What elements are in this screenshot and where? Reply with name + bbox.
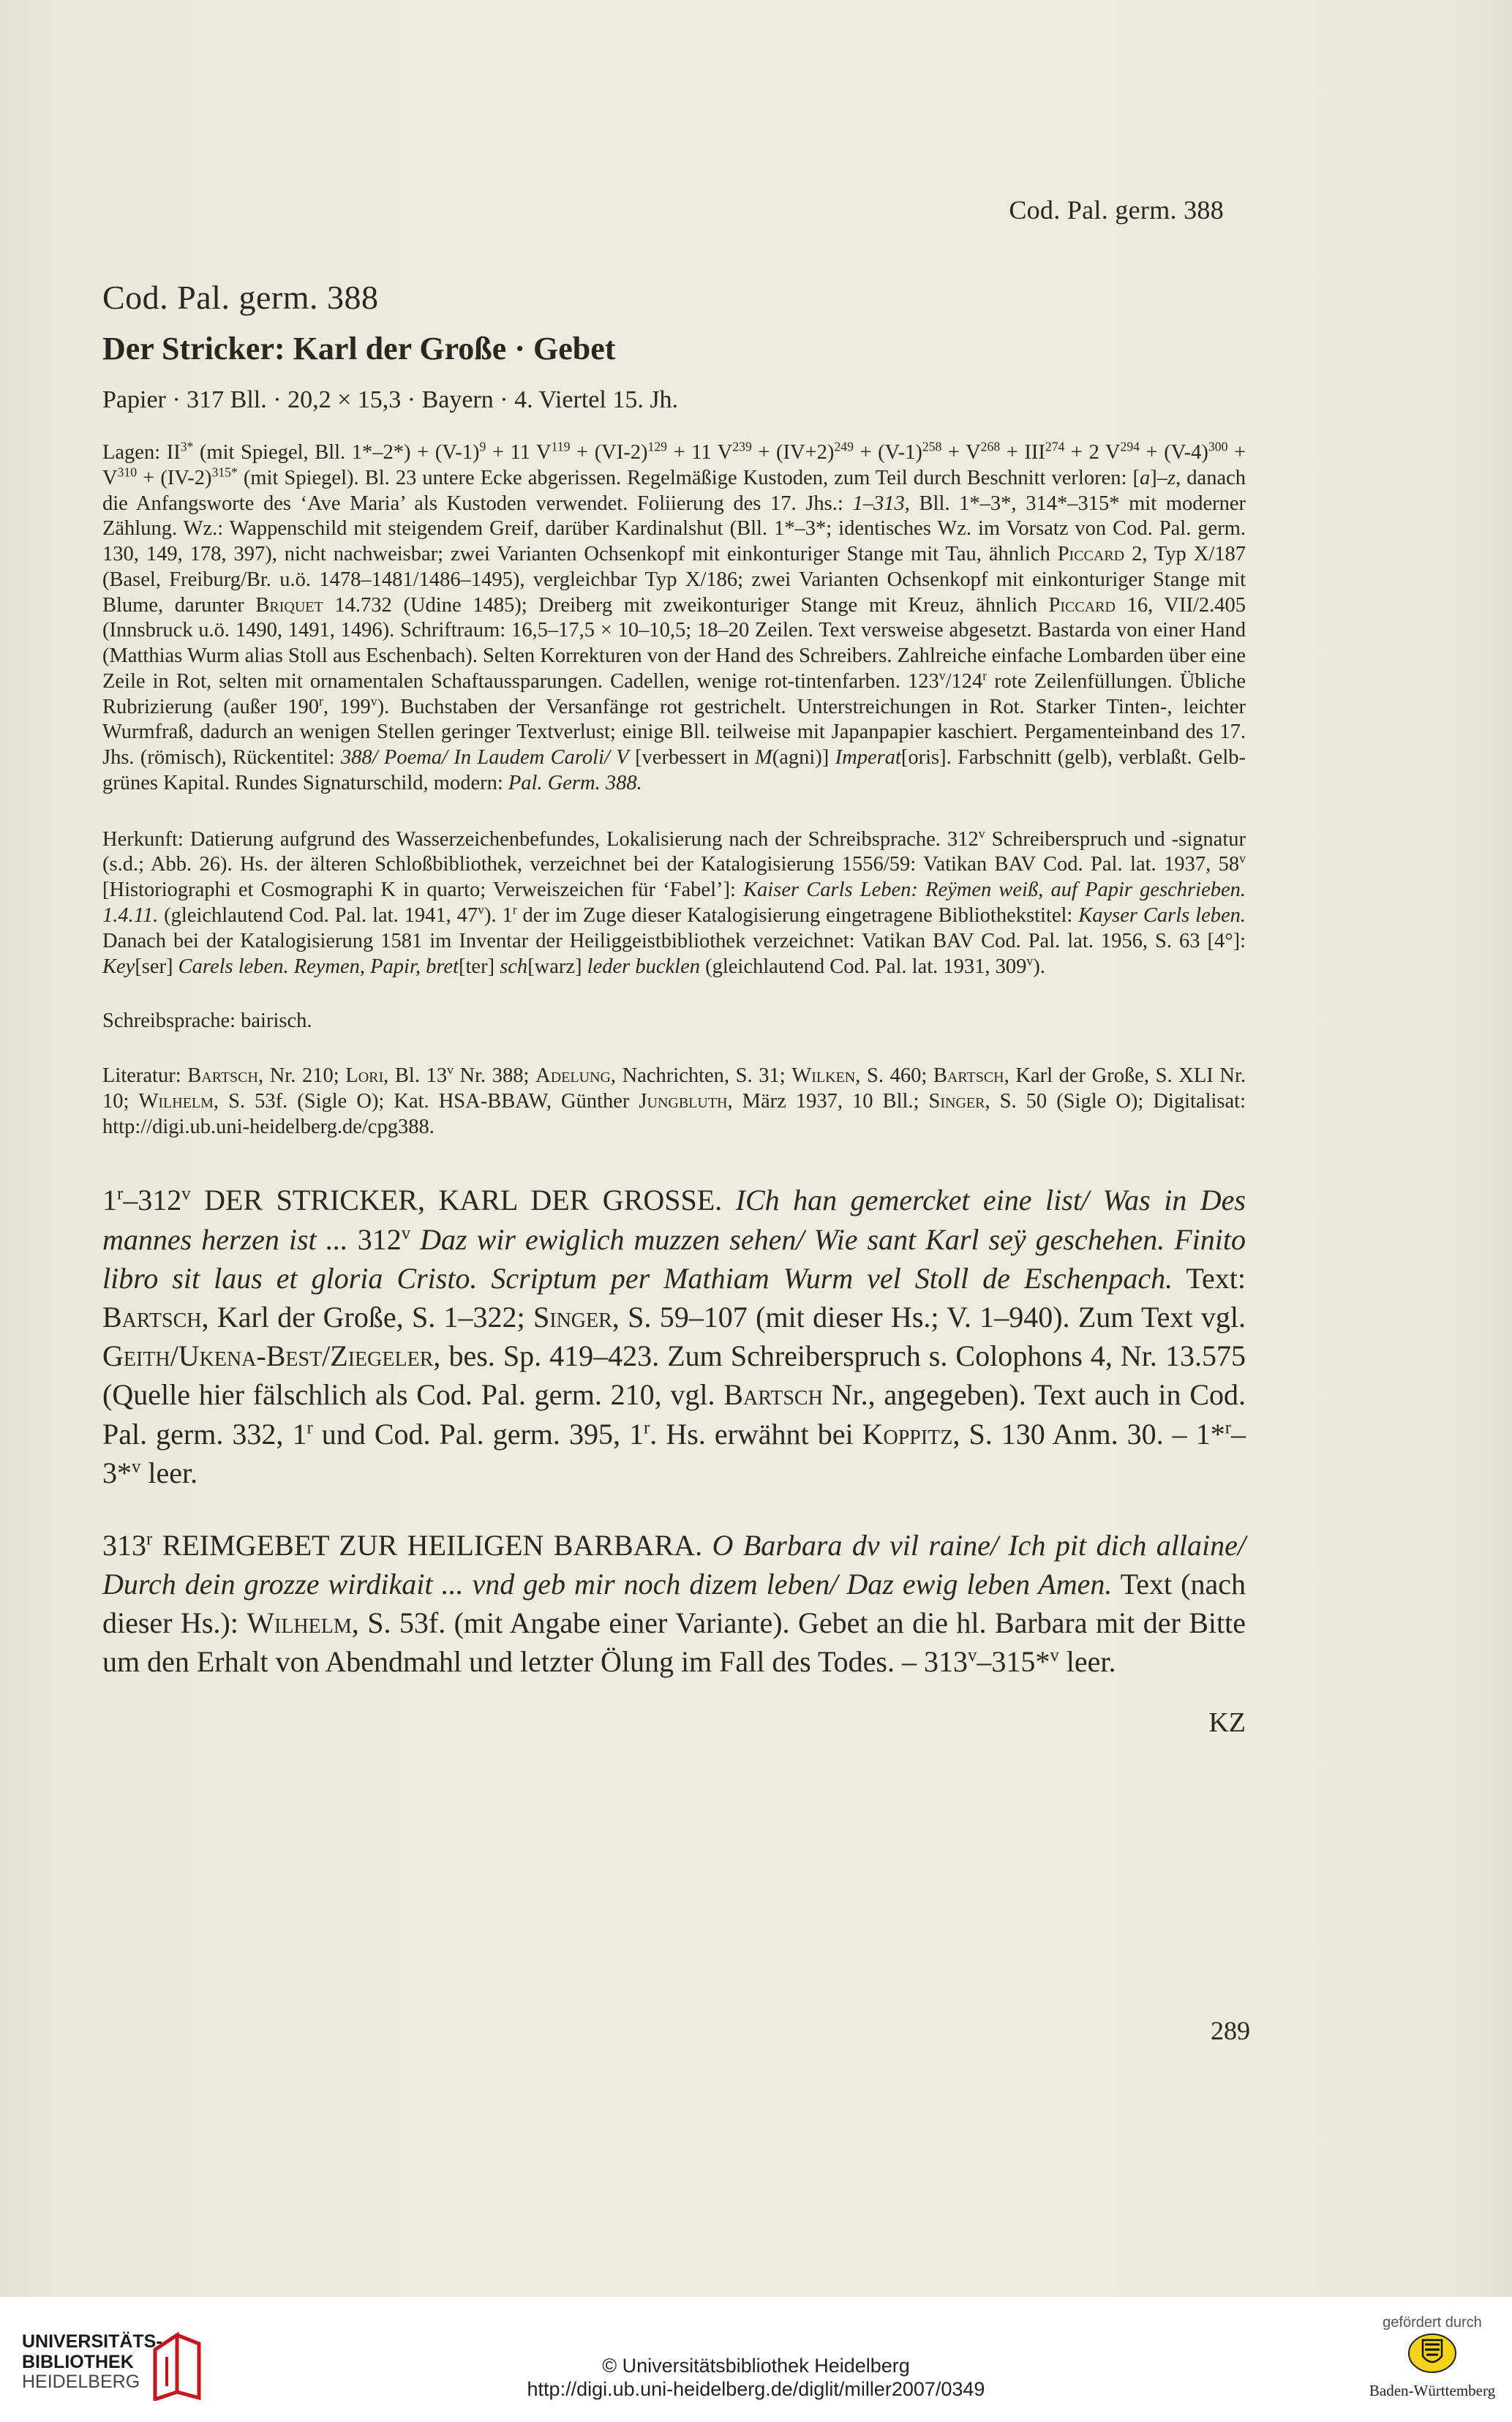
catalog-entry	[102, 278, 1246, 1739]
page-number: 289	[1211, 2016, 1250, 2045]
viewer-footer	[0, 2297, 1512, 2422]
text-entry-barbara: 313$^r$ REIMGEBET ZUR HEILIGEN BARBARA. O Barbara dv vil raine/ Ich pit dich allaine/ Durch dein grozze wirdikait ... vnd geb mir noch dizem leben/ Daz ewig leben Amen. Text (nach dieser Hs.): Wilhelm, S. 53f. (mit Angabe einer Variante). Gebet an die hl. Barbara mit der Bitte um den Erhalt von Abendmahl und letzter Ölung im Fall des Todes. – 313$^v$–315*$^v$ leer.	[102, 1528, 1246, 1679]
work-title: Der Stricker: Karl der Große · Gebet	[102, 331, 616, 366]
author-initials: KZ	[1208, 1707, 1246, 1738]
funding-logo[interactable]	[1363, 2314, 1502, 2400]
baden-wuerttemberg-label: Baden-Württemberg	[1369, 2382, 1496, 2399]
ub-logo-line2: BIBLIOTHEK	[22, 2351, 134, 2372]
permalink-url[interactable]: http://digi.ub.uni-heidelberg.de/diglit/miller2007/0349	[527, 2378, 985, 2401]
lagen-paragraph: Lagen: $II^{3*}$ (mit Spiegel, Bll. $1*-2*) + (V-1)^9 + 11$ $V^{119} + (VI-2)^{129} + 11$ $V^{239} + (IV+2)^{249} + (V-1)^{258} + V^{268} + III^{274} + 2$ $V^{294} + (V-4)^{300} + V^{310} + (IV-2)^{315*}$ (mit Spiegel). Bl. 23 untere Ecke abgerissen. Regelmäßige Kustoden, zum Teil durch Beschnitt verloren: [a]–z, danach die Anfangsworte des ‘Ave Maria’ als Kustoden verwendet. Foliierung des 17. Jhs.: 1–313, Bll. 1*–3*, 314*–315* mit moderner Zählung. Wz.: Wappenschild mit steigendem Greif, darüber Kardinalshut (Bll. 1*–3*; identisches Wz. im Vorsatz von Cod. Pal. germ. 130, 149, 178, 397), nicht nachweisbar; zwei Varianten Ochsenkopf mit einkonturiger Stange mit Tau, ähnlich Piccard 2, Typ X/187 (Basel, Freiburg/Br. u.ö. 1478–1481/1486–1495), vergleichbar Typ X/186; zwei Varianten Ochsenkopf mit einkonturiger Stange mit Blume, darunter Briquet 14.732 (Udine 1485); Dreiberg mit zweikonturiger Stange mit Kreuz, ähnlich Piccard 16, VII/2.405 (Innsbruck u.ö. 1490, 1491, 1496). Schriftraum: 16,5–17,5 × 10–10,5; 18–20 Zeilen. Text versweise abgesetzt. Bastarda von einer Hand (Matthias Wurm alias Stoll aus Eschenbach). Selten Korrekturen von der Hand des Schreibers. Zahlreiche einfache Lombarden über eine Zeile in Rot, selten mit ornamentalen Schaftaussparungen. Cadellen, wenige rot-tintenfarben. 123$^v$/124$^r$ rote Zeilenfüllungen. Übliche Rubrizierung (außer 190$^r$, 199$^v$). Buchstaben der Versanfänge rot gestrichelt. Unterstreichungen in Rot. Starker Tinten-, leichter Wurmfraß, dadurch an wenigen Stellen geringer Textverlust; einige Bll. teilweise mit Japanpapier kaschiert. Pergamenteinband des 17. Jhs. (römisch), Rückentitel: 388/ Poema/ In Laudem Caroli/ V [verbessert in M(agni)] Imperat[oris]. Farbschnitt (gelb), verblaßt. Gelb-grünes Kapital. Rundes Signaturschild, modern: Pal. Germ. 388.	[102, 439, 1246, 794]
copyright-notice: © Universitätsbibliothek Heidelberg	[602, 2355, 910, 2377]
footer-credits	[0, 2351, 1512, 2402]
text-entry-karl: 1$^r$–312$^v$ DER STRICKER, KARL DER GROSSE. ICh han gemercket eine list/ Was in Des mannes herzen ist ... 312$^v$ Daz wir ewiglich muzzen sehen/ Wie sant Karl seÿ geschehen. Finito libro sit laus et gloria Cristo. Scriptum per Mathiam Wurm vel Stoll de Eschenpach. Text: Bartsch, Karl der Große, S. 1–322; Singer, S. 59–107 (mit dieser Hs.; V. 1–940). Zum Text vgl. Geith/Ukena-Best/Ziegeler, bes. Sp. 419–423. Zum Schreiberspruch s. Colophons 4, Nr. 13.575 (Quelle hier fälschlich als Cod. Pal. germ. 210, vgl. Bartsch Nr., angegeben). Text auch in Cod. Pal. germ. 332, 1$^r$ und Cod. Pal. germ. 395, 1$^r$. Hs. erwähnt bei Koppitz, S. 130 Anm. 30. – 1*$^r$–3*$^v$ leer.	[102, 1184, 1246, 1489]
codex-physical-description: Papier · 317 Bll. · 20,2 × 15,3 · Bayern · 4. Viertel 15. Jh.	[102, 386, 679, 413]
running-header: Cod. Pal. germ. 388	[1009, 195, 1224, 225]
ub-logo-line1: UNIVERSITÄTS-	[22, 2331, 162, 2352]
herkunft-paragraph: Herkunft: Datierung aufgrund des Wasserzeichenbefundes, Lokalisierung nach der Schreibsprache. 312$^v$ Schreiberspruch und -signatur (s.d.; Abb. 26). Hs. der älteren Schloßbibliothek, verzeichnet bei der Katalogisierung 1556/59: Vatikan BAV Cod. Pal. lat. 1937, 58$^v$ [Historiographi et Cosmographi K in quarto; Verweiszeichen für ‘Fabel’]: Kaiser Carls Leben: Reÿmen weiß, auf Papir geschrieben. 1.4.11. (gleichlautend Cod. Pal. lat. 1941, 47$^v$). 1$^r$ der im Zuge dieser Katalogisierung eingetragene Bibliothekstitel: Kayser Carls leben. Danach bei der Katalogisierung 1581 im Inventar der Heiliggeistbibliothek verzeichnet: Vatikan BAV Cod. Pal. lat. 1956, S. 63 [4°]: Key[ser] Carels leben. Reymen, Papir, bret[ter] sch[warz] leder bucklen (gleichlautend Cod. Pal. lat. 1931, 309$^v$).	[102, 826, 1246, 978]
ub-logo-line3: HEIDELBERG	[22, 2372, 140, 2392]
bw-coat-of-arms-icon	[1407, 2331, 1458, 2375]
schreibsprache-paragraph: Schreibsprache: bairisch.	[102, 1009, 312, 1033]
funded-by-label: gefördert durch	[1383, 2314, 1482, 2331]
literatur-paragraph: Literatur: Bartsch, Nr. 210; Lori, Bl. 13$^v$ Nr. 388; Adelung, Nachrichten, S. 31; Wilken, S. 460; Bartsch, Karl der Große, S. XLI Nr. 10; Wilhelm, S. 53f. (Sigle O); Kat. HSA-BBAW, Günther Jungbluth, März 1937, 10 Bll.; Singer, S. 50 (Sigle O); Digitalisat: http://digi.ub.uni-heidelberg.de/cpg388.	[102, 1062, 1246, 1138]
codex-title: Cod. Pal. germ. 388	[102, 279, 379, 316]
